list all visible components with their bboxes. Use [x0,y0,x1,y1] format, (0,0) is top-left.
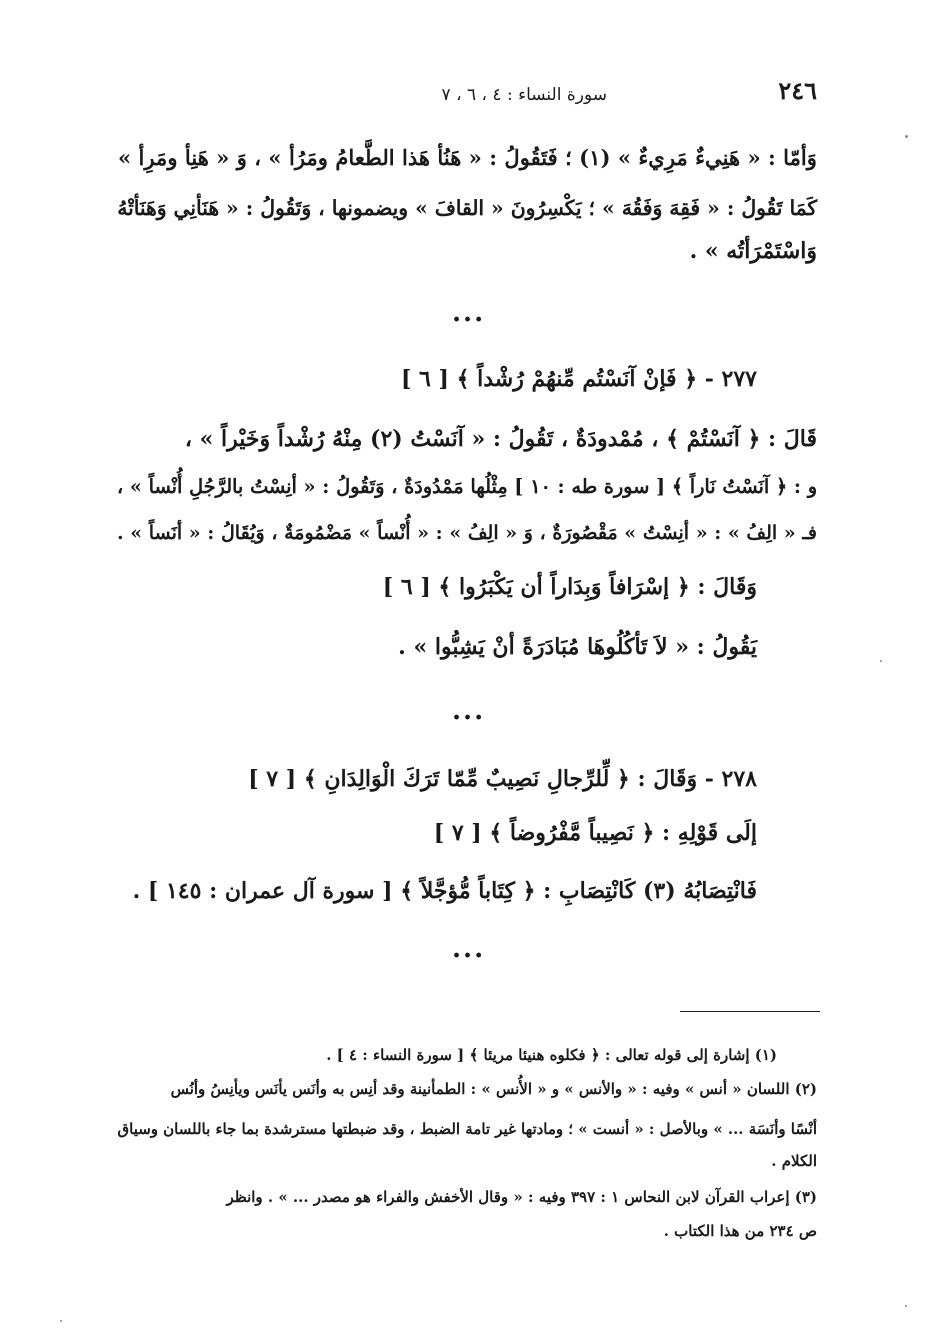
body-line: و : ﴿ آنَسْتُ نَاراً ﴾ [ سورة طه : ١٠ ] مِثْلُها مَمْدُودَةٌ ، وَتَقُولُ : « أنِسْتُ بالرَّجُلِ أُنْساً » ، [116,475,817,498]
body-line: يَقُولُ : « لاَ تَأكُلُوهَا مُبَادَرَةً أنْ يَشِبُّوا » . [398,634,757,660]
section-separator: ... [452,934,486,964]
scan-speck [880,660,882,662]
footnote-rule [680,1011,820,1012]
scan-speck [905,1305,907,1307]
scan-speck [905,135,908,138]
footnote-line: أنْسًا وأنَسَة ... » وبالأصل : « أنست » ؛ ومادتها غير تامة الضبط ، وقد ضبطتها مسترشدة بما جاء باللسان وسياق [117,1120,817,1138]
footnote-line: ص ٢٣٤ من هذا الكتاب . [663,1222,817,1240]
body-line: وَاسْتَمْرَأتُه » . [689,238,817,264]
section-separator: ... [452,696,486,726]
body-line: فـ « الِفُ » : « أنِسْتُ » مَقْصُورَةٌ ، وَ « الِفُ » : « أُنْساً » مَضْمُومَةٌ ، وَيُقَالُ : « أنَساً » . [117,522,817,544]
footnote-line: الكلام . [771,1152,817,1170]
footnote-line: (٣) إعراب القرآن لابن النحاس ١ : ٣٩٧ وفيه : « وقال الأخفش والفراء هو مصدر ... » . وانظر [226,1188,817,1206]
verse-heading: ٢٧٧ - ﴿ فَإنْ آنَسْتُم مِّنهُمْ رُشْداً ﴾ [ ٦ ] [400,366,757,392]
section-separator: ... [452,298,486,328]
verse-heading: ٢٧٨ - وَقَالَ : ﴿ لِّلرِّجالِ نَصِيبٌ مِّمّا تَرَكَ الْوَالِدَانِ ﴾ [ ٧ ] [248,766,757,792]
body-line: قَالَ : ﴿ آنَسْتُمْ ﴾ ، مُمْدودَةٌ ، تَقُولُ : « آنَسْتُ (٢) مِنْهُ رُشْداً وَخَيْراً » ، [184,426,817,452]
footnote-line: (١) إشارة إلى قوله تعالى : ﴿ فكلوه هنيئا مريئا ﴾ [ سورة النساء : ٤ ] . [326,1046,777,1064]
scan-speck [60,1320,62,1322]
running-title: سورة النساء : ٤ ، ٦ ، ٧ [441,85,607,105]
body-line: فَانْتِصَابُهُ (٣) كَانْتِصَابِ : ﴿ كِتَاباً مُّؤجَّلاً ﴾ [ سورة آل عمران : ١٤٥ ] . [132,878,757,904]
page-number: ٢٤٦ [778,76,817,105]
body-line: وَأمّا : « هَنِيءٌ مَرِيءٌ » (١) ؛ فَتَقُولُ : « هَنُأ هَذا الطَّعامُ ومَرُأ » ، وَ « هَنِأ ومَرِأ » [117,145,817,170]
footnote-line: (٢) اللسان « أنس » وفيه : « والأنس » و « الأُنس » : الطمأنينة وقد أنِس به وأنَس يأنَس ويأنِسُ وأنُس [170,1080,817,1098]
body-line: وَقَالَ : ﴿ إسْرَافاً وَبِدَاراً أن يَكْبَرُوا ﴾ [ ٦ ] [382,574,757,600]
body-line: كَمَا تَقُولُ : « فَقِهَ وَفَقُهَ » ؛ يَكْسِرُونَ « القافَ » ويضمونها ، وَتَقُولُ : « هَنَأنِي وَهَنَأتْهُ [117,196,817,220]
body-line: إلَى قَوْلِهِ : ﴿ نَصِيباً مَّفْرُوضاً ﴾ [ ٧ ] [433,820,757,846]
